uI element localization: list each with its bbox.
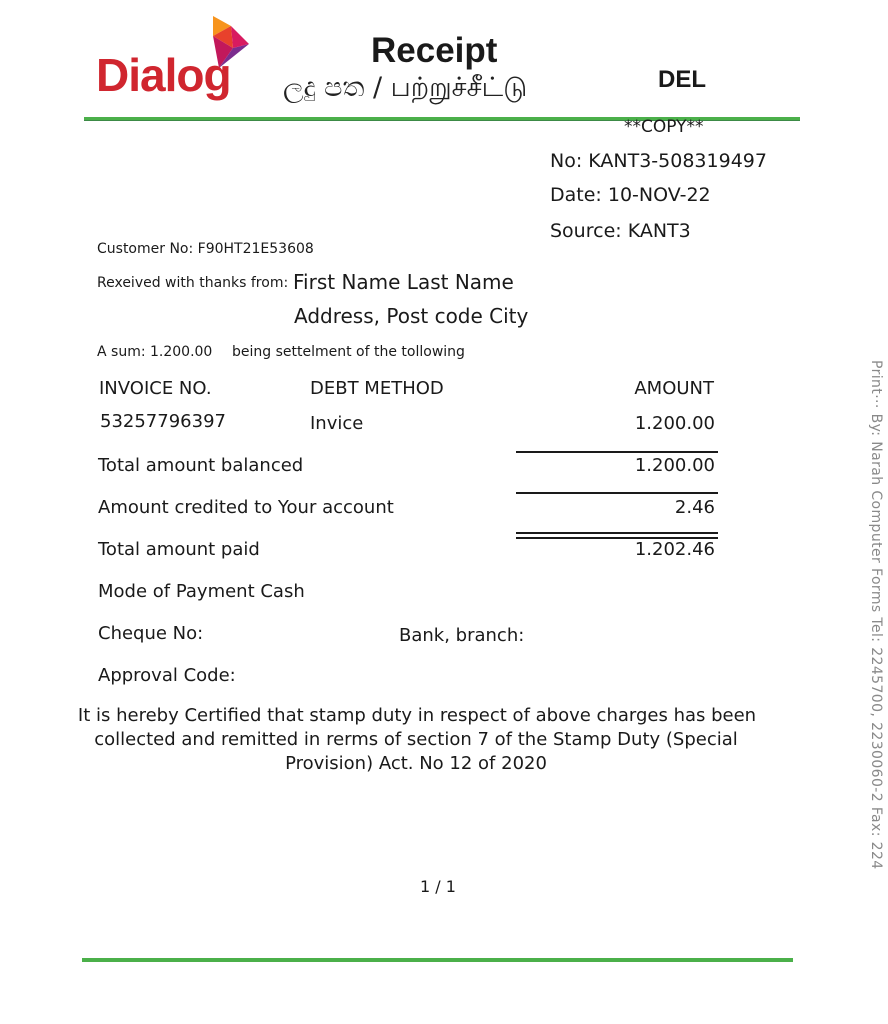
header-amount: AMOUNT [634,378,714,399]
total-rule [516,451,718,453]
total-balanced-value: 1.200.00 [634,455,715,476]
row-debt-method: Invice [310,413,364,434]
bank-branch-label: Bank, branch: [399,625,525,646]
row-amount: 1.200.00 [634,413,715,434]
payment-mode: Mode of Payment Cash [98,581,305,602]
amount-credited-label: Amount credited to Your account [98,497,394,518]
amount-credited-value: 2.46 [674,497,715,518]
certification-line-1: It is hereby Certified that stamp duty in respect of above charges has been [77,705,757,726]
certification-line-3: Provision) Act. No 12 of 2020 [285,753,547,774]
total-paid-value: 1.202.46 [634,539,715,560]
received-label: Rexeived with thanks from: [97,275,289,291]
header-debt-method: DEBT METHOD [310,378,444,399]
document-subtitle: ලදු පත / பற்றுச்சீட்டு [283,72,528,103]
approval-code-label: Approval Code: [98,665,236,686]
sum-amount: A sum: 1.200.00 [97,344,213,360]
row-invoice-no: 53257796397 [100,411,226,432]
cheque-no-label: Cheque No: [98,623,204,644]
printer-note: Print··· By: Narah Computer Forms Tel: 2245700, 2230060-2 Fax: 224 [868,360,884,870]
page-number: 1 / 1 [420,877,456,896]
paid-double-rule-top [516,532,718,534]
copy-mark: **COPY** [624,117,704,137]
document-title: Receipt [371,31,498,70]
total-paid-label: Total amount paid [98,539,260,560]
receipt-date: Date: 10-NOV-22 [550,184,711,206]
document-code: DEL [658,66,706,93]
certification-line-2: collected and remitted in rerms of section 7 of the Stamp Duty (Special [94,729,738,750]
brand-name: Dialog [96,49,231,101]
customer-address: Address, Post code City [294,304,529,328]
footer-divider [82,958,793,962]
customer-name: First Name Last Name [293,270,514,294]
receipt-number: No: KANT3-508319497 [550,150,767,172]
header-invoice-no: INVOICE NO. [99,378,212,399]
credit-rule [516,492,718,494]
customer-number: Customer No: F90HT21E53608 [97,241,314,257]
sum-note: being settelment of the tollowing [232,344,465,360]
receipt-source: Source: KANT3 [550,220,691,242]
total-balanced-label: Total amount balanced [98,455,304,476]
